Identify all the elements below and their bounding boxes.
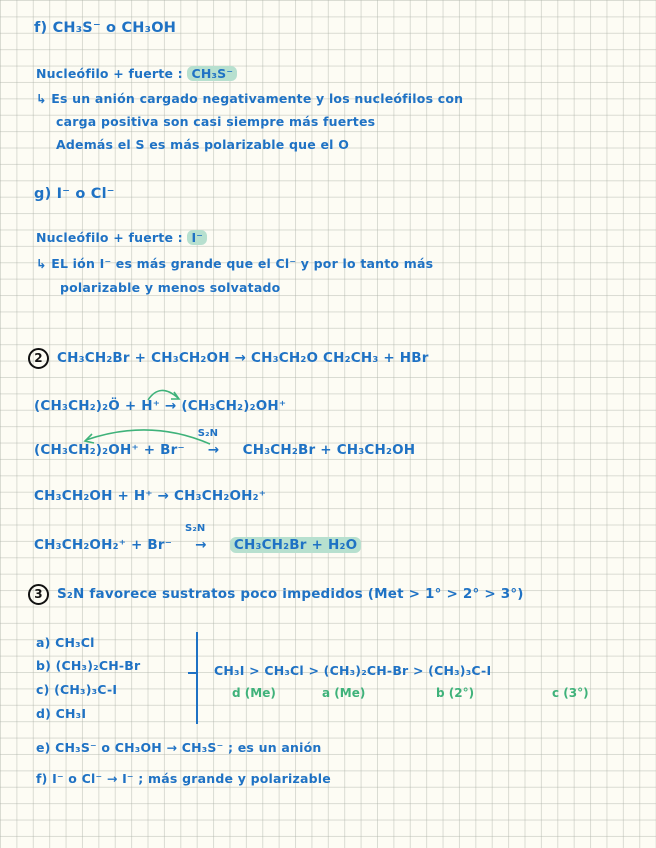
q2-step-2-condition: S₂N [197, 428, 219, 439]
g-reason-2: polarizable y menos solvatado [60, 280, 281, 295]
g-nucleophile-prefix: Nucleófilo + fuerte : [36, 230, 183, 245]
f-title: f) CH₃S⁻ o CH₃OH [34, 20, 177, 36]
q3-item-e: e) CH₃S⁻ o CH₃OH → CH₃S⁻ ; es un anión [36, 740, 322, 755]
f-reason-3: Además el S es más polarizable que el O [56, 137, 350, 152]
q3-tag-c: c (3°) [552, 686, 589, 700]
q3-order: CH₃I > CH₃Cl > (CH₃)₂CH-Br > (CH₃)₃C-I [214, 663, 492, 678]
g-nucleophile-answer: I⁻ [187, 230, 207, 245]
f-reason-1: ↳ Es un anión cargado negativamente y los nucleófilos con [36, 91, 464, 106]
q2-step-4-left: CH₃CH₂OH₂⁺ + Br⁻ [34, 537, 173, 553]
f-nucleophile-answer: CH₃S⁻ [187, 66, 237, 81]
q3-tag-d: d (Me) [232, 686, 276, 700]
bromide-attack-arrow [86, 430, 210, 444]
f-nucleophile-prefix: Nucleófilo + fuerte : [36, 66, 183, 81]
q3-tag-a: a (Me) [322, 686, 366, 700]
q3-tag-b: b (2°) [436, 686, 475, 700]
q2-step-4-product: CH₃CH₂Br + H₂O [230, 537, 361, 553]
q2-step-2-right: CH₃CH₂Br + CH₃CH₂OH [242, 442, 416, 458]
q2-step-3: CH₃CH₂OH + H⁺ → CH₃CH₂OH₂⁺ [34, 488, 267, 504]
q3-item-a: a) CH₃Cl [36, 635, 95, 650]
q2-step-4-arrow: S₂N → [184, 523, 207, 553]
q3-brace [196, 632, 206, 724]
q3-item-c: c) (CH₃)₃C-I [36, 682, 118, 697]
q3-item-d: d) CH₃I [36, 706, 87, 721]
q2-equation: CH₃CH₂Br + CH₃CH₂OH → CH₃CH₂O CH₂CH₃ + HBr [57, 350, 429, 366]
q2-step-2-arrow: S₂N → [197, 428, 220, 458]
f-reason-2: carga positiva son casi siempre más fuertes [56, 114, 376, 129]
q3-item-b: b) (CH₃)₂CH-Br [36, 658, 141, 673]
g-reason-1: ↳ EL ión I⁻ es más grande que el Cl⁻ y por lo tanto más [36, 256, 434, 271]
q2-number-circle: 2 [28, 348, 49, 369]
q3-title: S₂N favorece sustratos poco impedidos (Met > 1° > 2° > 3°) [57, 586, 524, 602]
q3-title-line [28, 584, 524, 605]
q2-step-4-condition: S₂N [184, 523, 206, 534]
q3-number-circle: 3 [28, 584, 49, 605]
g-title: g) I⁻ o Cl⁻ [34, 186, 115, 202]
q3-item-f: f) I⁻ o Cl⁻ → I⁻ ; más grande y polarizable [36, 771, 331, 786]
q2-step-2-left: (CH₃CH₂)₂OH⁺ + Br⁻ [34, 442, 185, 458]
q2-step-1: (CH₃CH₂)₂Ö + H⁺ → (CH₃CH₂)₂OH⁺ [34, 398, 287, 414]
